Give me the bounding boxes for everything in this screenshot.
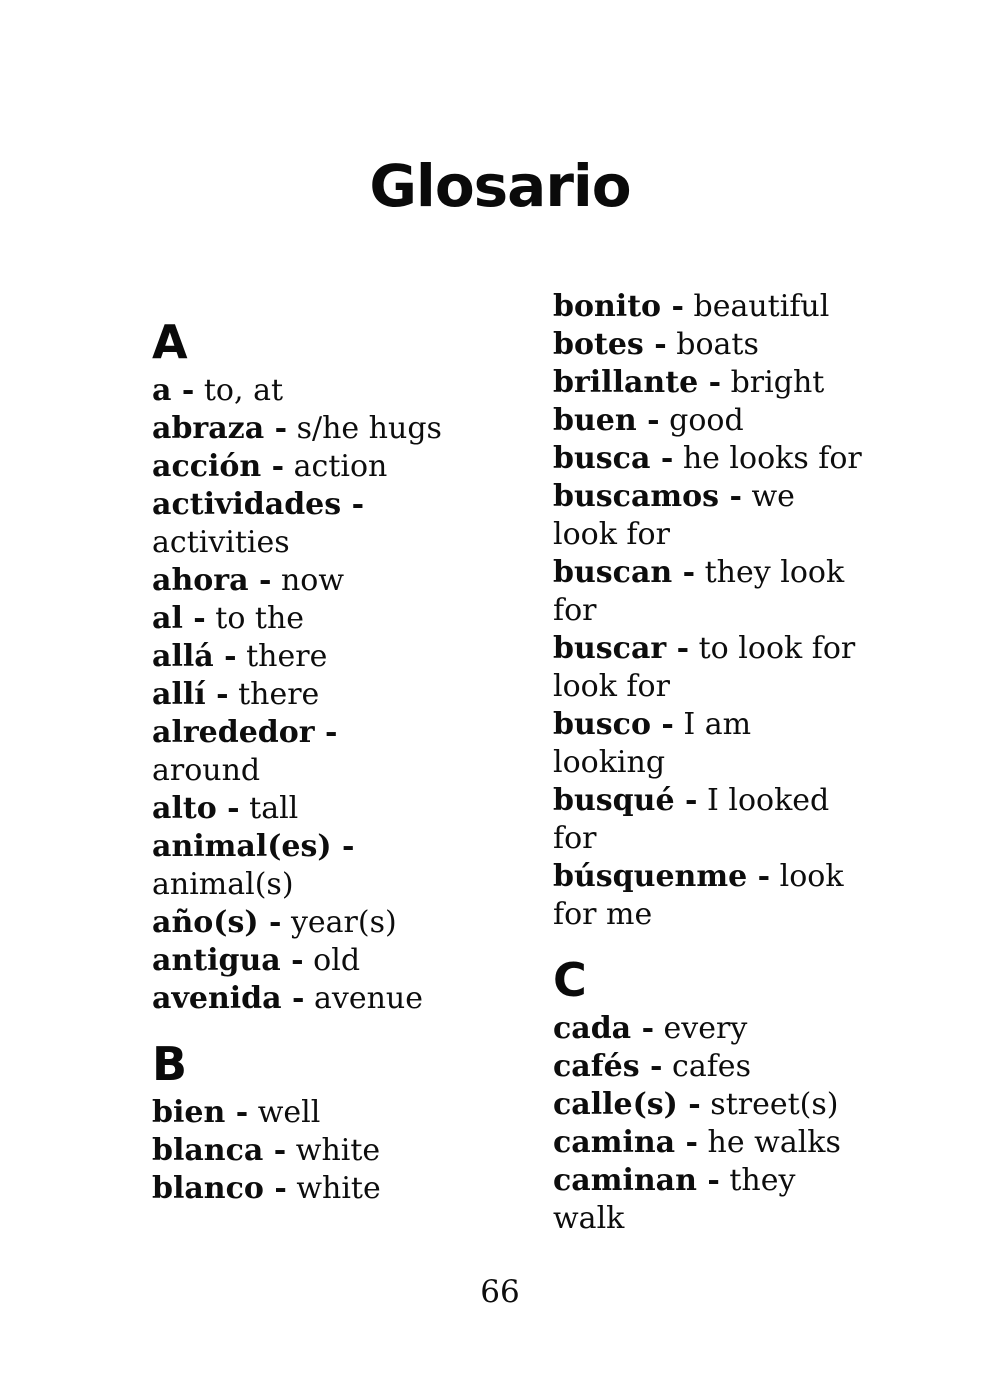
glossary-entry: año(s) - year(s) (152, 905, 397, 940)
glossary-entry: brillante - bright (553, 365, 825, 400)
glossary-entry: acción - action (152, 449, 388, 484)
glossary-entry: blanco - white (152, 1171, 381, 1206)
entry-term: busco - (553, 707, 674, 742)
section-letter-a: A (152, 315, 188, 369)
entry-term: alrededor - (152, 715, 338, 750)
glossary-column-left (152, 315, 532, 1208)
glossary-entry: bien - well (152, 1095, 321, 1130)
entry-term: animal(es) - (152, 829, 355, 864)
glossary-entry: buscan - they look for (553, 555, 845, 628)
glossary-entry: alrededor - around (152, 715, 338, 788)
entry-term: busca - (553, 441, 674, 476)
glossary-entry: allá - there (152, 639, 328, 674)
entry-term: caminan - (553, 1163, 720, 1198)
glossary-entry: blanca - white (152, 1133, 381, 1168)
entry-term: a - (152, 373, 195, 408)
glossary-entry: caminan - they walk (553, 1163, 796, 1236)
entry-term: actividades - (152, 487, 365, 522)
glossary-entry: búsquenme - look for me (553, 859, 844, 932)
glossary-entry: calle(s) - street(s) (553, 1087, 839, 1122)
entry-term: ahora - (152, 563, 272, 598)
entry-term: acción - (152, 449, 285, 484)
entry-term: bonito - (553, 289, 684, 324)
glossary-entry: camina - he walks (553, 1125, 841, 1160)
entry-term: blanca - (152, 1133, 287, 1168)
glossary-entry: actividades - activities (152, 487, 365, 560)
entry-term: blanco - (152, 1171, 287, 1206)
glossary-entry: antigua - old (152, 943, 361, 978)
entry-term: allá - (152, 639, 237, 674)
glossary-entry: busqué - I looked for (553, 783, 830, 856)
glossary-entry: ahora - now (152, 563, 345, 598)
entry-term: buscamos - (553, 479, 742, 514)
entry-term: brillante - (553, 365, 722, 400)
entry-term: alto - (152, 791, 240, 826)
entry-term: antigua - (152, 943, 304, 978)
glossary-entry: allí - there (152, 677, 320, 712)
glossary-entry: cafés - cafes (553, 1049, 751, 1084)
entry-term: al - (152, 601, 206, 636)
glossary-entry: buscamos - we look for (553, 479, 795, 552)
entry-term: buen - (553, 403, 660, 438)
entry-term: año(s) - (152, 905, 282, 940)
glossary-entry: al - to the (152, 601, 305, 636)
glossary-entry: alto - tall (152, 791, 299, 826)
glossary-entry: avenida - avenue (152, 981, 424, 1016)
entry-term: allí - (152, 677, 229, 712)
entry-term: cada - (553, 1011, 655, 1046)
glossary-entry: animal(es) - animal(s) (152, 829, 355, 902)
entry-term: buscar - (553, 631, 690, 666)
section-letter-b: B (152, 1037, 188, 1091)
glossary-column-right (553, 288, 933, 1238)
glossary-entry: cada - every (553, 1011, 748, 1046)
entry-term: bien - (152, 1095, 249, 1130)
entry-term: botes - (553, 327, 667, 362)
entry-term: abraza - (152, 411, 288, 446)
glossary-entry: abraza - s/he hugs (152, 411, 442, 446)
glossary-entry: a - to, at (152, 373, 284, 408)
entry-term: camina - (553, 1125, 698, 1160)
entry-term: calle(s) - (553, 1087, 701, 1122)
page-number: 66 (480, 1274, 520, 1310)
glossary-entry: busca - he looks for (553, 441, 862, 476)
glossary-entry: busco - I am looking (553, 707, 752, 780)
entry-term: busqué - (553, 783, 698, 818)
entry-term: buscan - (553, 555, 696, 590)
glossary-entry: bonito - beautiful (553, 289, 830, 324)
entry-term: cafés - (553, 1049, 663, 1084)
glossary-entry: buen - good (553, 403, 744, 438)
section-letter-c: C (553, 953, 587, 1007)
glossary-entry: botes - boats (553, 327, 759, 362)
page-title: Glosario (369, 152, 631, 220)
entry-term: avenida - (152, 981, 305, 1016)
entry-term: búsquenme - (553, 859, 771, 894)
glossary-entry: buscar - to look for look for (553, 631, 856, 704)
